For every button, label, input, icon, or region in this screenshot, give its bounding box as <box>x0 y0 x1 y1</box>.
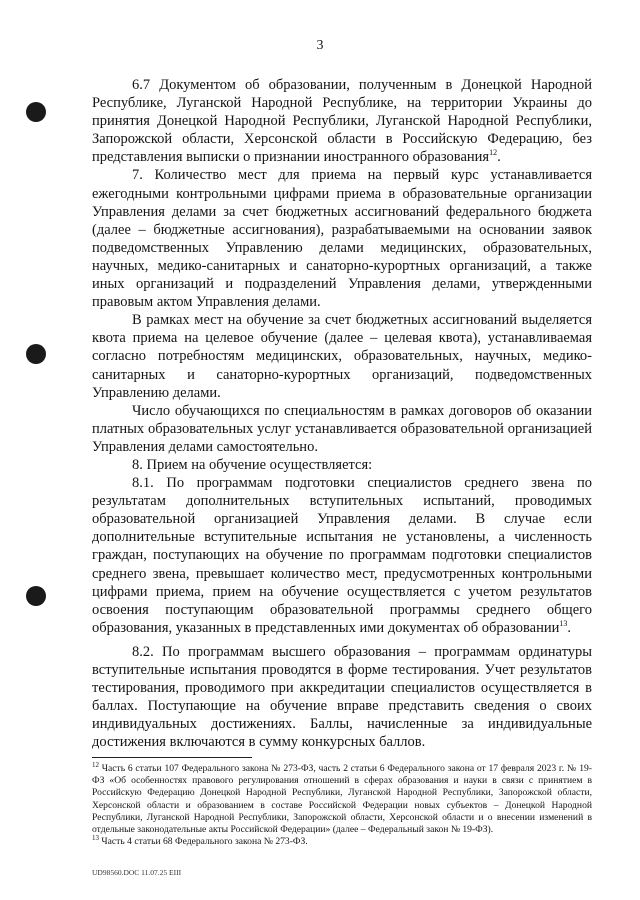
footnote-13: $^{13}$ Часть 4 статьи 68 Федерального закона № 273-ФЗ. <box>92 834 308 848</box>
punch-hole-middle <box>26 344 46 364</box>
body-text <box>92 76 592 751</box>
paragraph-6-7: 6.7 Документом об образовании, полученным в Донецкой Народной Республике, Луганской Народной Республике, на территории Украины до принятия Донецкой Народной Республики, Луганской Народной Республики, Запорожской области, Херсонской области в Российскую Федерацию, без представления выписки о признании иностранного образования$^{12}$. <box>92 77 592 166</box>
paragraph-8-1: 8.1. По программам подготовки специалистов среднего звена по результатам дополнительных вступительных испытаний, проводимых образовательной организацией Управления делами. В случае если дополнительные вступительные испытания не установлены, а численность граждан, поступающих на обучение по программам подготовки специалистов среднего звена, превышает количество мест, предусмотренных контрольными цифрами приема, прием на обучение осуществляется с учетом результатов освоения поступающим образовательной программы среднего общего образования, указанных в представленных ими документах об образовании$^{13}$. <box>92 475 592 636</box>
punch-hole-bottom <box>26 586 46 606</box>
footnote-separator <box>92 757 252 758</box>
paragraph-8-2: 8.2. По программам высшего образования – программам ординатуры вступительные испытания проводятся в форме тестирования. Учет результатов тестирования, проводимого при аккредитации специалистов осуществляется в баллах. Поступающие на обучение вправе представить сведения о своих индивидуальных достижениях. Баллы, начисленные за индивидуальные достижения включаются в сумму конкурсных баллов. <box>92 643 592 751</box>
punch-hole-top <box>26 102 46 122</box>
paragraph-paid-services: Число обучающихся по специальностям в рамках договоров об оказании платных образовательных услуг устанавливается образовательной организацией Управления делами самостоятельно. <box>92 402 592 455</box>
paragraph-7: 7. Количество мест для приема на первый курс устанавливается ежегодными контрольными цифрами приема в образовательные организации Управления делами за счет бюджетных ассигнований федерального бюджета (далее – бюджетные ассигнования), разрабатываемыми на основании заявок подведомственных Управлению делами медицинских, образовательных, научных, медико-санитарных и санаторно-курортных организаций, а также иных организаций и подразделений Управления делами, утвержденными правовым актом Управления делами. <box>92 167 592 311</box>
footnote-ref-12[interactable]: 12 <box>489 148 498 158</box>
page-number: 3 <box>316 38 324 53</box>
paragraph-target-quota: В рамках мест на обучение за счет бюджетных ассигнований выделяется квота приема на целевое обучение (далее – целевая квота), устанавливаемая согласно потребностям медицинских, образовательных, научных, медико-санитарных и санаторно-курортных организаций, подведомственных Управлению делами. <box>92 312 592 401</box>
footnote-12: $^{12}$ Часть 6 статьи 107 Федерального закона № 273-ФЗ, часть 2 статьи 6 Федерального закона от 17 февраля 2023 г. № 19-ФЗ «Об особенностях правового регулирования отношений в сферах образования и науки в связи с принятием в Российскую Федерацию Донецкой Народной Республики, Луганской Народной Республики, Запорожской области, Херсонской области и образованием в составе Российской Федерации новых субъектов – Донецкой Народной Республики, Луганской Народной Республики, Запорожской области, Херсонской области и о внесении изменений в отдельные законодательные акты Российской Федерации» (далее – Федеральный закон № 19-ФЗ). <box>92 760 592 836</box>
footnotes <box>92 760 592 848</box>
paragraph-8: 8. Прием на обучение осуществляется: <box>132 456 373 473</box>
document-id: UD98560.DOC 11.07.25 EIII <box>92 868 182 877</box>
footnote-ref-13[interactable]: 13 <box>559 618 568 628</box>
